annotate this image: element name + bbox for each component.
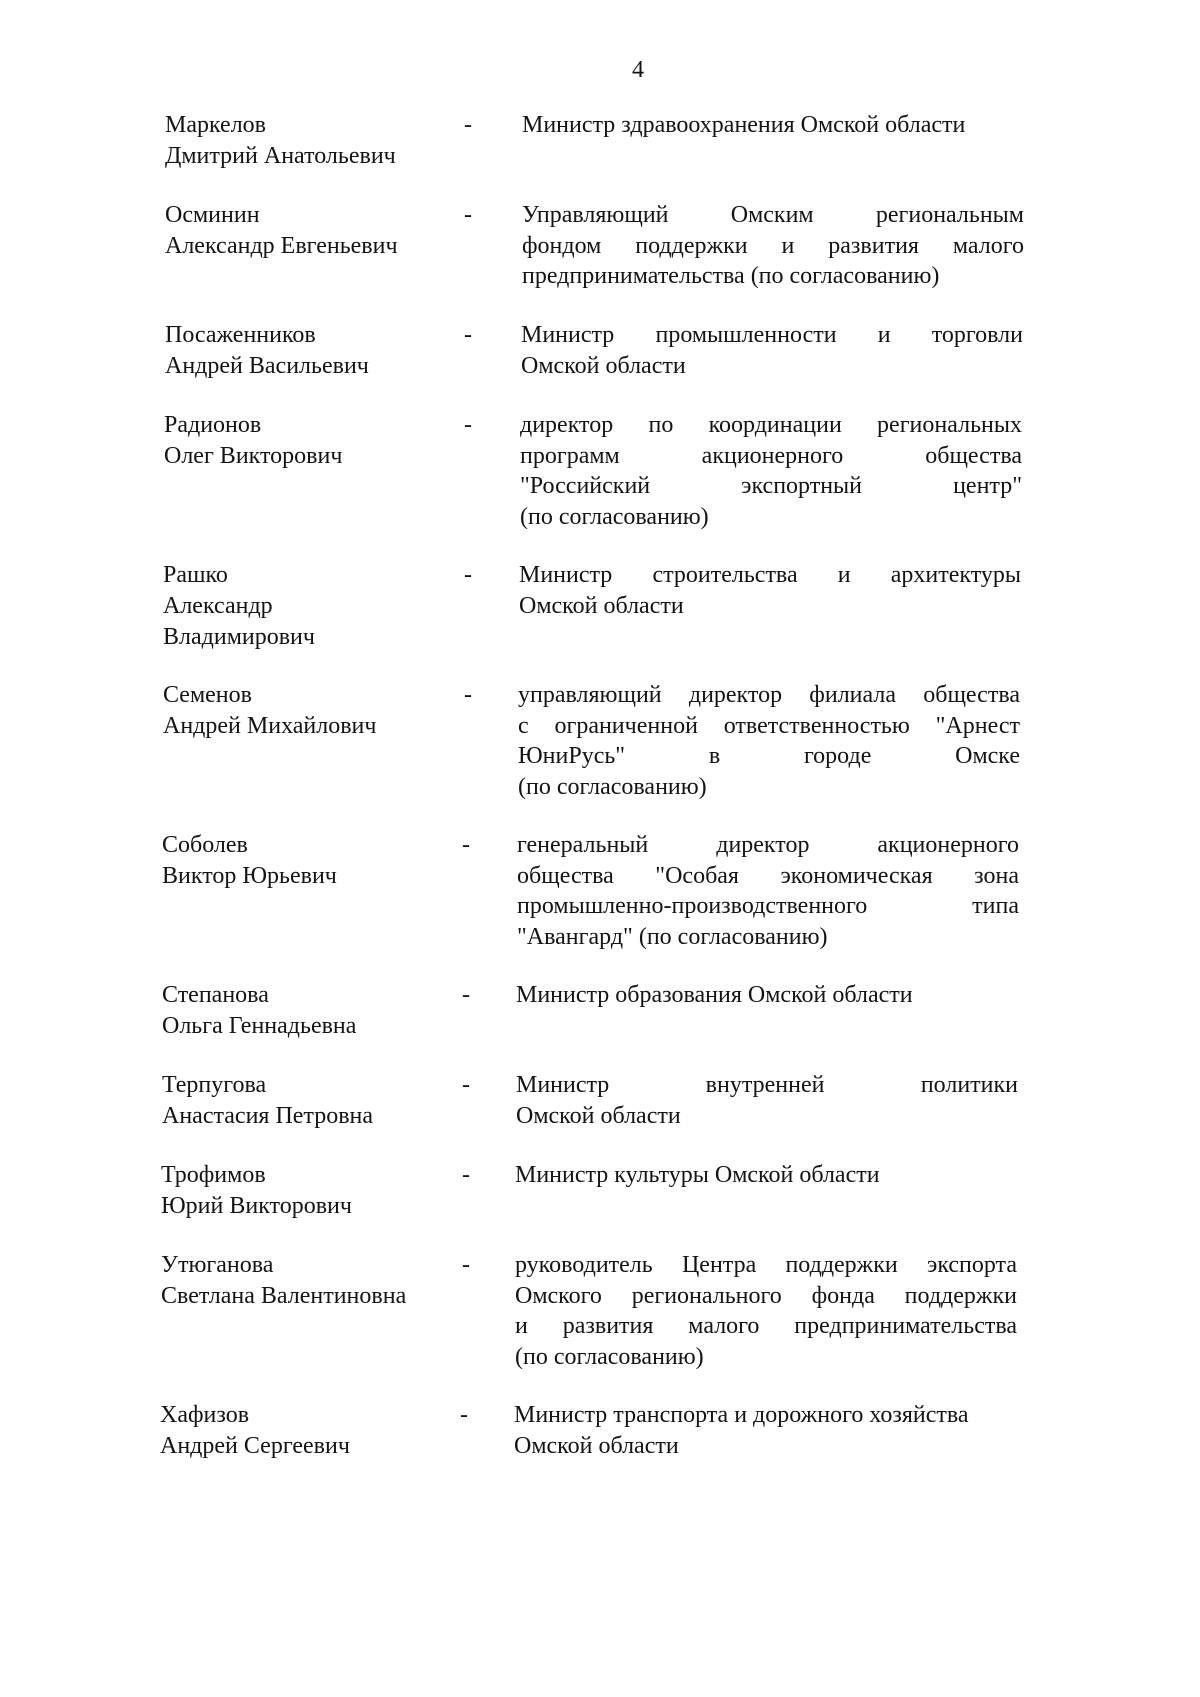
member-name: [161, 1160, 461, 1222]
member-role: [516, 1070, 1018, 1131]
member-name-line: Андрей Михайлович: [163, 713, 377, 739]
member-name-line: Андрей Сергеевич: [160, 1433, 350, 1459]
separator-dash: -: [464, 112, 472, 138]
member-name: [163, 680, 463, 742]
member-name: [162, 1070, 462, 1132]
member-role-line: ЮниРусь" в городе Омске: [518, 743, 1020, 769]
member-role-line: Омской области: [516, 1102, 681, 1129]
member-role: [517, 830, 1019, 952]
member-role-line: (по согласованию): [518, 773, 707, 800]
member-role: [516, 980, 1018, 1011]
member-name-line: Дмитрий Анатольевич: [165, 143, 396, 169]
member-name-line: Александр Евгеньевич: [165, 233, 398, 259]
member-name-line: Маркелов: [165, 112, 267, 138]
member-name-line: Утюганова: [161, 1252, 274, 1278]
member-role-line: Омской области: [514, 1432, 679, 1459]
member-role: [515, 1160, 1017, 1191]
member-role: [522, 200, 1024, 292]
member-name: [165, 110, 465, 172]
separator-dash: -: [464, 322, 472, 348]
member-name-line: Хафизов: [160, 1402, 250, 1428]
member-name: [160, 1400, 460, 1462]
member-role-line: Омской области: [519, 592, 684, 619]
member-role-line: Министр промышленности и торговли: [521, 322, 1023, 348]
member-role: [515, 1250, 1017, 1372]
separator-dash: -: [462, 832, 470, 858]
member-name-line: Степанова: [162, 982, 269, 1008]
member-role-line: Омского регионального фонда поддержки: [515, 1282, 1017, 1309]
member-role-line: генеральный директор акционерного: [517, 832, 1019, 858]
member-name-line: Владимирович: [163, 624, 315, 650]
separator-dash: -: [464, 412, 472, 438]
separator-dash: -: [462, 1162, 470, 1188]
member-name-line: Осминин: [165, 202, 260, 228]
member-role-line: предпринимательства (по согласованию): [522, 263, 940, 289]
member-name-line: Терпугова: [162, 1072, 267, 1098]
member-role-line: Министр образования Омской области: [516, 982, 913, 1008]
separator-dash: -: [464, 682, 472, 708]
member-name-line: Виктор Юрьевич: [162, 863, 337, 889]
member-role-line: общества "Особая экономическая зона: [517, 862, 1019, 889]
member-name-line: Ольга Геннадьевна: [162, 1013, 357, 1039]
member-name-line: Радионов: [164, 412, 262, 438]
member-name: [165, 320, 465, 382]
member-name: [164, 410, 464, 472]
member-role-line: Министр транспорта и дорожного хозяйства: [514, 1402, 969, 1428]
member-name-line: Анастасия Петровна: [162, 1103, 374, 1129]
member-role-line: Министр строительства и архитектуры: [519, 562, 1021, 588]
member-name-line: Юрий Викторович: [161, 1193, 352, 1219]
separator-dash: -: [464, 202, 472, 228]
member-name: [163, 560, 463, 653]
member-name-line: Трофимов: [161, 1162, 266, 1188]
member-role-line: с ограниченной ответственностью "Арнест: [518, 712, 1020, 739]
member-name: [162, 830, 462, 892]
member-name-line: Светлана Валентиновна: [161, 1283, 407, 1309]
member-role-line: (по согласованию): [515, 1343, 704, 1370]
member-name: [161, 1250, 461, 1312]
separator-dash: -: [462, 982, 470, 1008]
member-role-line: Министр здравоохранения Омской области: [522, 112, 966, 138]
page-number: 4: [632, 57, 644, 83]
member-role: [521, 320, 1023, 381]
member-role-line: Управляющий Омским региональным: [522, 202, 1024, 228]
member-role: [514, 1400, 1016, 1461]
member-name-line: Олег Викторович: [164, 443, 343, 469]
separator-dash: -: [460, 1402, 468, 1428]
separator-dash: -: [462, 1252, 470, 1278]
member-name-line: Александр: [163, 593, 273, 619]
separator-dash: -: [464, 562, 472, 588]
member-role-line: "Авангард" (по согласованию): [517, 923, 828, 950]
member-name-line: Андрей Васильевич: [165, 353, 369, 379]
member-name-line: Рашко: [163, 562, 228, 588]
member-role: [519, 560, 1021, 621]
member-name: [165, 200, 465, 262]
member-name-line: Посаженников: [165, 322, 316, 348]
member-role-line: управляющий директор филиала общества: [518, 682, 1020, 708]
member-name-line: Соболев: [162, 832, 248, 858]
member-role-line: Министр культуры Омской области: [515, 1162, 880, 1188]
member-role: [522, 110, 1024, 141]
member-role-line: Министр внутренней политики: [516, 1072, 1018, 1098]
member-name-line: Семенов: [163, 682, 252, 708]
member-role-line: директор по координации региональных: [520, 412, 1022, 438]
member-role: [518, 680, 1020, 802]
member-role: [520, 410, 1022, 532]
member-role-line: руководитель Центра поддержки экспорта: [515, 1252, 1017, 1278]
member-role-line: Омской области: [521, 352, 686, 379]
separator-dash: -: [462, 1072, 470, 1098]
member-role-line: фондом поддержки и развития малого: [522, 232, 1024, 259]
member-role-line: промышленно-производственного типа: [517, 893, 1019, 919]
member-name: [162, 980, 462, 1042]
member-role-line: и развития малого предпринимательства: [515, 1313, 1017, 1339]
member-role-line: "Российский экспортный центр": [520, 473, 1022, 499]
member-role-line: программ акционерного общества: [520, 442, 1022, 469]
member-role-line: (по согласованию): [520, 503, 709, 530]
